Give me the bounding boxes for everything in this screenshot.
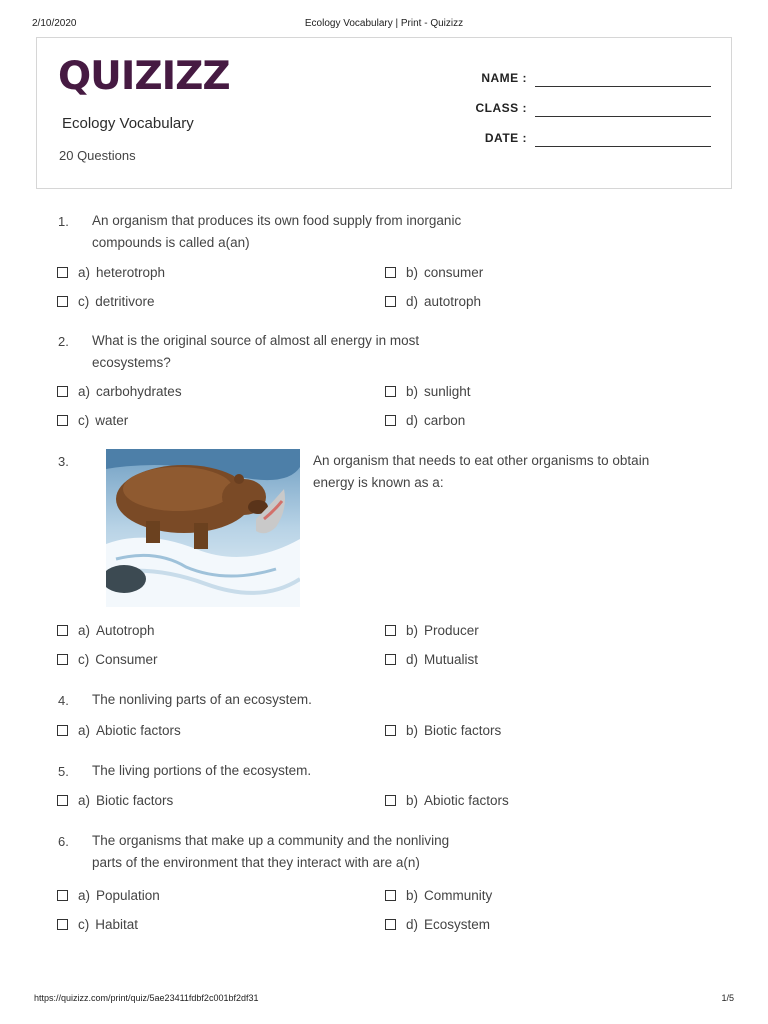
question-line: parts of the environment that they interact with are a(n) xyxy=(92,855,420,870)
option-d[interactable] xyxy=(385,410,465,430)
print-page-title: Ecology Vocabulary | Print - Quizizz xyxy=(304,18,464,29)
checkbox[interactable] xyxy=(57,919,68,930)
checkbox[interactable] xyxy=(385,654,396,665)
option-text: Biotic factors xyxy=(424,722,502,738)
option-d[interactable] xyxy=(385,649,478,669)
option-letter: c) xyxy=(78,916,90,932)
option-a[interactable] xyxy=(57,885,160,905)
question-line: The nonliving parts of an ecosystem. xyxy=(92,692,312,707)
page-number: 1/5 xyxy=(721,993,734,1003)
option-letter: b) xyxy=(406,264,419,280)
name-label: NAME : xyxy=(481,71,527,85)
question-text xyxy=(313,450,693,494)
checkbox[interactable] xyxy=(385,725,396,736)
option-b[interactable] xyxy=(385,262,483,282)
option-a[interactable] xyxy=(57,720,181,740)
option-text: Biotic factors xyxy=(96,792,174,808)
class-label: CLASS : xyxy=(475,101,527,115)
option-letter: d) xyxy=(406,412,419,428)
option-letter: d) xyxy=(406,651,419,667)
checkbox[interactable] xyxy=(57,296,68,307)
question-count: 20 Questions xyxy=(59,148,136,163)
option-text: carbon xyxy=(424,412,466,428)
question-text xyxy=(92,830,492,874)
option-letter: d) xyxy=(406,916,419,932)
option-text: Consumer xyxy=(95,651,158,667)
checkbox[interactable] xyxy=(57,795,68,806)
option-letter: a) xyxy=(78,264,91,280)
option-letter: a) xyxy=(78,622,91,638)
option-text: Producer xyxy=(424,622,479,638)
option-letter: c) xyxy=(78,293,90,309)
option-a[interactable] xyxy=(57,381,182,401)
option-b[interactable] xyxy=(385,381,471,401)
checkbox[interactable] xyxy=(57,725,68,736)
option-text: Ecosystem xyxy=(424,916,491,932)
option-letter: c) xyxy=(78,412,90,428)
checkbox[interactable] xyxy=(385,795,396,806)
checkbox[interactable] xyxy=(385,625,396,636)
question-line: The living portions of the ecosystem. xyxy=(92,763,312,778)
question-number: 1. xyxy=(58,214,69,229)
checkbox[interactable] xyxy=(385,919,396,930)
question-number: 6. xyxy=(58,834,69,849)
option-a[interactable] xyxy=(57,620,155,640)
checkbox[interactable] xyxy=(385,296,396,307)
option-b[interactable] xyxy=(385,720,501,740)
option-letter: a) xyxy=(78,383,91,399)
question-line: ecosystems? xyxy=(92,355,171,370)
date-label: DATE : xyxy=(484,131,527,145)
checkbox[interactable] xyxy=(57,654,68,665)
question-text xyxy=(92,760,492,782)
checkbox[interactable] xyxy=(385,890,396,901)
option-letter: d) xyxy=(406,293,419,309)
option-c[interactable] xyxy=(57,914,138,934)
question-text xyxy=(92,330,492,374)
option-c[interactable] xyxy=(57,410,128,430)
option-text: heterotroph xyxy=(96,264,166,280)
question-number: 3. xyxy=(58,454,69,469)
checkbox[interactable] xyxy=(385,386,396,397)
option-text: Habitat xyxy=(95,916,139,932)
option-text: carbohydrates xyxy=(96,383,182,399)
option-a[interactable] xyxy=(57,790,173,810)
question-text xyxy=(92,210,492,254)
checkbox[interactable] xyxy=(385,267,396,278)
option-letter: b) xyxy=(406,792,419,808)
option-b[interactable] xyxy=(385,790,509,810)
quizizz-logo: QUIZIZZ xyxy=(58,54,230,99)
quiz-header xyxy=(36,37,732,189)
option-text: Mutualist xyxy=(424,651,479,667)
option-b[interactable] xyxy=(385,885,492,905)
question-line: compounds is called a(an) xyxy=(92,235,250,250)
checkbox[interactable] xyxy=(57,890,68,901)
question-line: An organism that needs to eat other organisms to obtain xyxy=(313,453,650,468)
option-text: sunlight xyxy=(424,383,471,399)
option-letter: a) xyxy=(78,722,91,738)
date-line xyxy=(535,146,711,147)
option-text: Community xyxy=(424,887,493,903)
question-number: 4. xyxy=(58,693,69,708)
option-text: Abiotic factors xyxy=(424,792,509,808)
option-text: consumer xyxy=(424,264,484,280)
checkbox[interactable] xyxy=(57,267,68,278)
quiz-title: Ecology Vocabulary xyxy=(62,115,194,132)
option-c[interactable] xyxy=(57,291,155,311)
question-number: 5. xyxy=(58,764,69,779)
option-d[interactable] xyxy=(385,291,481,311)
question-line: The organisms that make up a community and the nonliving xyxy=(92,833,450,848)
option-text: water xyxy=(95,412,129,428)
option-a[interactable] xyxy=(57,262,165,282)
checkbox[interactable] xyxy=(385,415,396,426)
option-text: Autotroph xyxy=(96,622,155,638)
option-letter: b) xyxy=(406,383,419,399)
question-number: 2. xyxy=(58,334,69,349)
print-date: 2/10/2020 xyxy=(32,18,77,29)
option-letter: b) xyxy=(406,622,419,638)
print-url: https://quizizz.com/print/quiz/5ae23411fdbf2c001bf2df31 xyxy=(34,993,259,1003)
option-text: detritivore xyxy=(95,293,155,309)
option-text: Abiotic factors xyxy=(96,722,181,738)
question-line: energy is known as a: xyxy=(313,475,444,490)
option-d[interactable] xyxy=(385,914,490,934)
question-line: An organism that produces its own food supply from inorganic xyxy=(92,213,462,228)
question-line: What is the original source of almost all energy in most xyxy=(92,333,420,348)
option-b[interactable] xyxy=(385,620,479,640)
option-letter: c) xyxy=(78,651,90,667)
option-text: autotroph xyxy=(424,293,482,309)
question-text xyxy=(92,689,492,711)
option-letter: a) xyxy=(78,792,91,808)
option-letter: b) xyxy=(406,722,419,738)
option-c[interactable] xyxy=(57,649,158,669)
option-letter: b) xyxy=(406,887,419,903)
checkbox[interactable] xyxy=(57,415,68,426)
name-line xyxy=(535,86,711,87)
bear-catching-salmon-image xyxy=(106,449,300,607)
checkbox[interactable] xyxy=(57,625,68,636)
checkbox[interactable] xyxy=(57,386,68,397)
option-letter: a) xyxy=(78,887,91,903)
class-line xyxy=(535,116,711,117)
option-text: Population xyxy=(96,887,160,903)
